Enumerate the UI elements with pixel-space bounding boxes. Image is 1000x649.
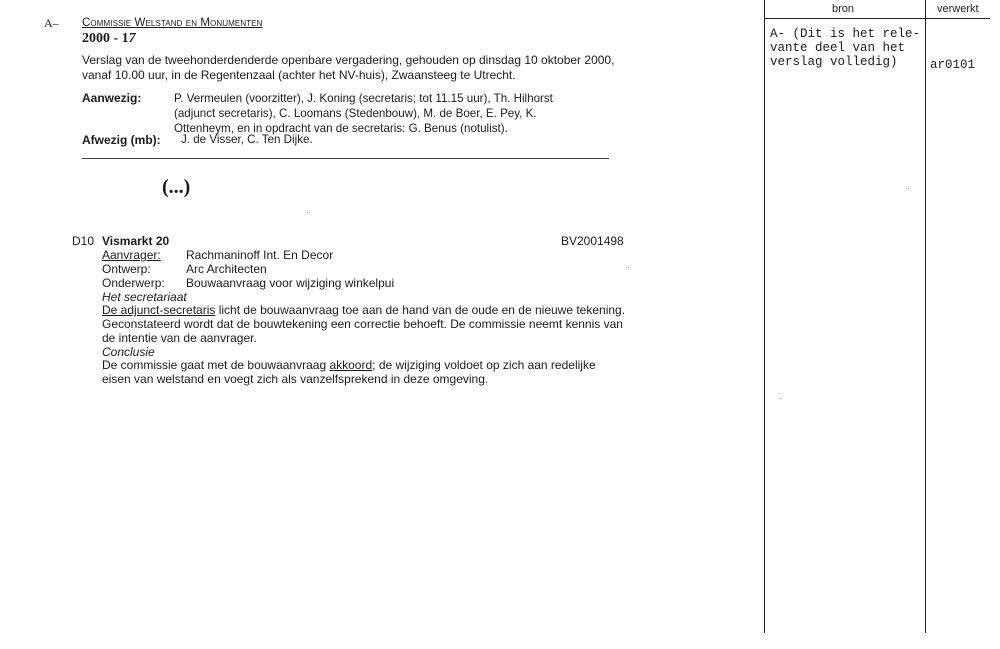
document-number-typed: 2000 - 1 xyxy=(82,31,129,46)
absent-list: J. de Visser, C. Ten Dijke. xyxy=(181,133,313,146)
subject-value: Bouwaanvraag voor wijziging winkelpui xyxy=(186,276,395,290)
item-title: Vismarkt 20 xyxy=(102,234,170,248)
omission-mark: (...) xyxy=(162,176,191,198)
verwerkt-code: ar0101 xyxy=(930,58,976,72)
scan-speck xyxy=(908,188,909,189)
scan-speck xyxy=(307,212,308,213)
absent-label: Afwezig (mb): xyxy=(82,133,161,147)
present-label: Aanwezig: xyxy=(82,91,142,105)
item-code: D10 xyxy=(72,234,95,248)
secretariat-body: licht de bouwaanvraag toe aan de hand van de oude en de nieuwe tekening. Geconstateerd wordt dat de bouwtekening een correctie behoeft. De commissie neemt kennis van de intentie van de aanvrager. xyxy=(102,303,626,345)
margin-mark: A– xyxy=(44,16,59,30)
table-header-rule xyxy=(764,18,990,19)
verwerkt-column-header: verwerkt xyxy=(937,3,979,15)
table-column-divider xyxy=(925,0,926,633)
secretariat-heading: Het secretariaat xyxy=(102,290,187,304)
scan-speck xyxy=(628,267,629,268)
secretariat-text xyxy=(102,303,627,345)
secretariat-subject: De adjunct-secretaris xyxy=(102,303,216,317)
present-list: P. Vermeulen (voorzitter), J. Koning (secretaris; tot 11.15 uur), Th. Hilhorst (adjunct secretaris), C. Loomans (Stedenbouw), M. de Boer, E. Pey, K. Ottenheym, en in opdracht van de secretaris: G. Benus (notulist). xyxy=(174,92,553,135)
applicant-value: Rachmaninoff Int. En Decor xyxy=(186,248,334,262)
meeting-intro: Verslag van de tweehonderdenderde openbare vergadering, gehouden op dinsdag 10 oktober 2000, vanaf 10.00 uur, in de Regentenzaal (achter het NV-huis), Zwaansteeg te Utrecht. xyxy=(82,53,615,82)
item-reference: BV2001498 xyxy=(561,234,624,248)
commission-title: Commissie Welstand en Monumenten xyxy=(82,17,263,29)
bron-column-header: bron xyxy=(832,3,855,15)
conclusion-pre: De commissie gaat met de bouwaanvraag xyxy=(102,358,330,372)
bron-note: A- (Dit is het rele- vante deel van het verslag volledig) xyxy=(770,27,921,69)
table-left-border xyxy=(764,0,765,633)
applicant-label: Aanvrager: xyxy=(102,248,161,262)
conclusion-post: ; de wijziging voldoet op zich aan redelijke eisen van welstand en voegt zich als vanzelfsprekend in deze omgeving. xyxy=(102,358,596,386)
conclusion-heading: Conclusie xyxy=(102,345,155,359)
design-label: Ontwerp: xyxy=(102,262,151,276)
divider-line xyxy=(82,158,609,159)
design-value: Arc Architecten xyxy=(186,262,267,276)
conclusion-decision: akkoord xyxy=(329,358,373,372)
document-number-handwritten: 7 xyxy=(128,31,136,46)
document-number xyxy=(82,31,136,47)
subject-label: Onderwerp: xyxy=(102,276,165,290)
scan-speck xyxy=(780,398,781,399)
conclusion-text xyxy=(102,358,627,386)
